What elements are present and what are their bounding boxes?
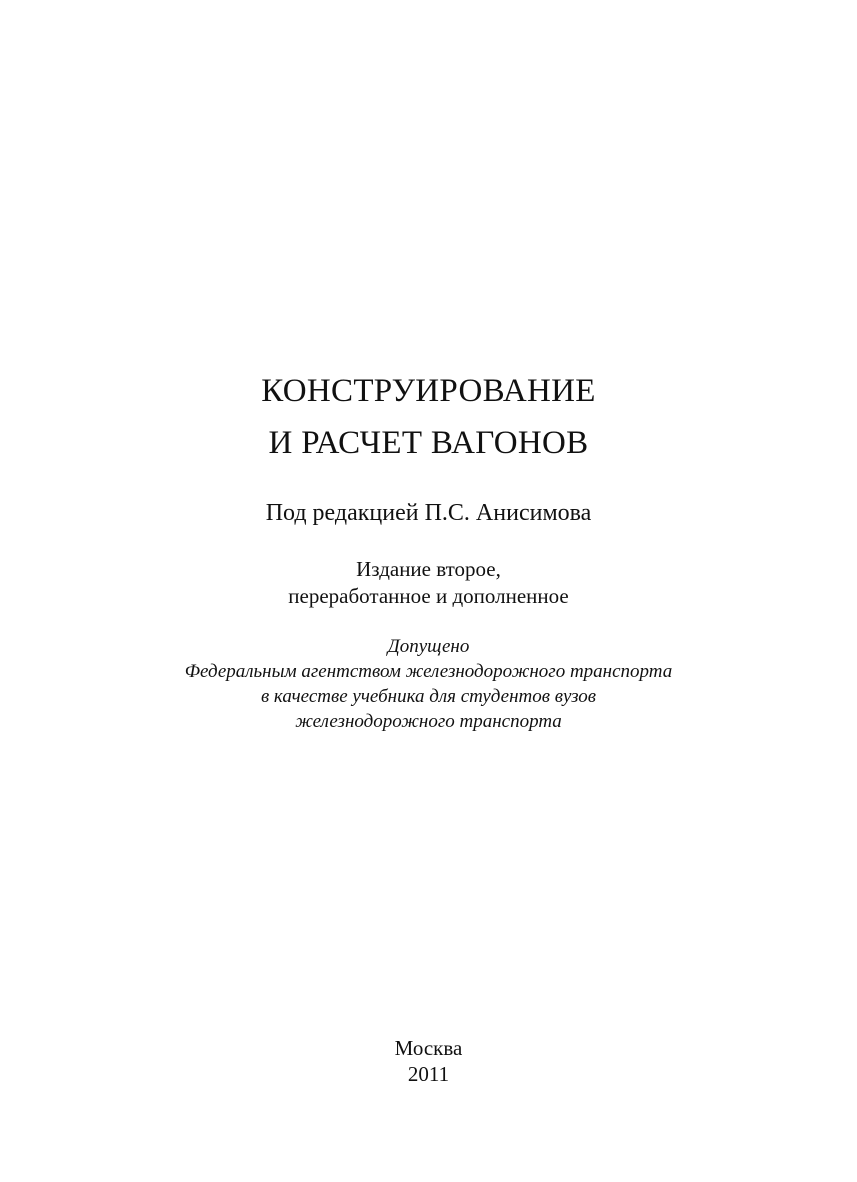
- imprint-year: 2011: [407, 1062, 450, 1086]
- edition-line-1: Издание второе,: [356, 557, 501, 581]
- book-title-line-1: КОНСТРУИРОВАНИЕ: [261, 373, 596, 409]
- book-title-line-2: И РАСЧЕТ ВАГОНОВ: [268, 425, 589, 461]
- imprint-city: Москва: [394, 1036, 463, 1060]
- approval-line-4: железнодорожного транспорта: [295, 711, 562, 732]
- approval-line-1: Допущено: [387, 636, 470, 657]
- approval-line-3: в качестве учебника для студентов вузов: [260, 686, 597, 707]
- edition-line-2: переработанное и дополненное: [288, 584, 569, 608]
- editor-credit: Под редакцией П.С. Анисимова: [265, 500, 592, 526]
- approval-line-2: Федеральным агентством железнодорожного транспорта: [184, 661, 673, 682]
